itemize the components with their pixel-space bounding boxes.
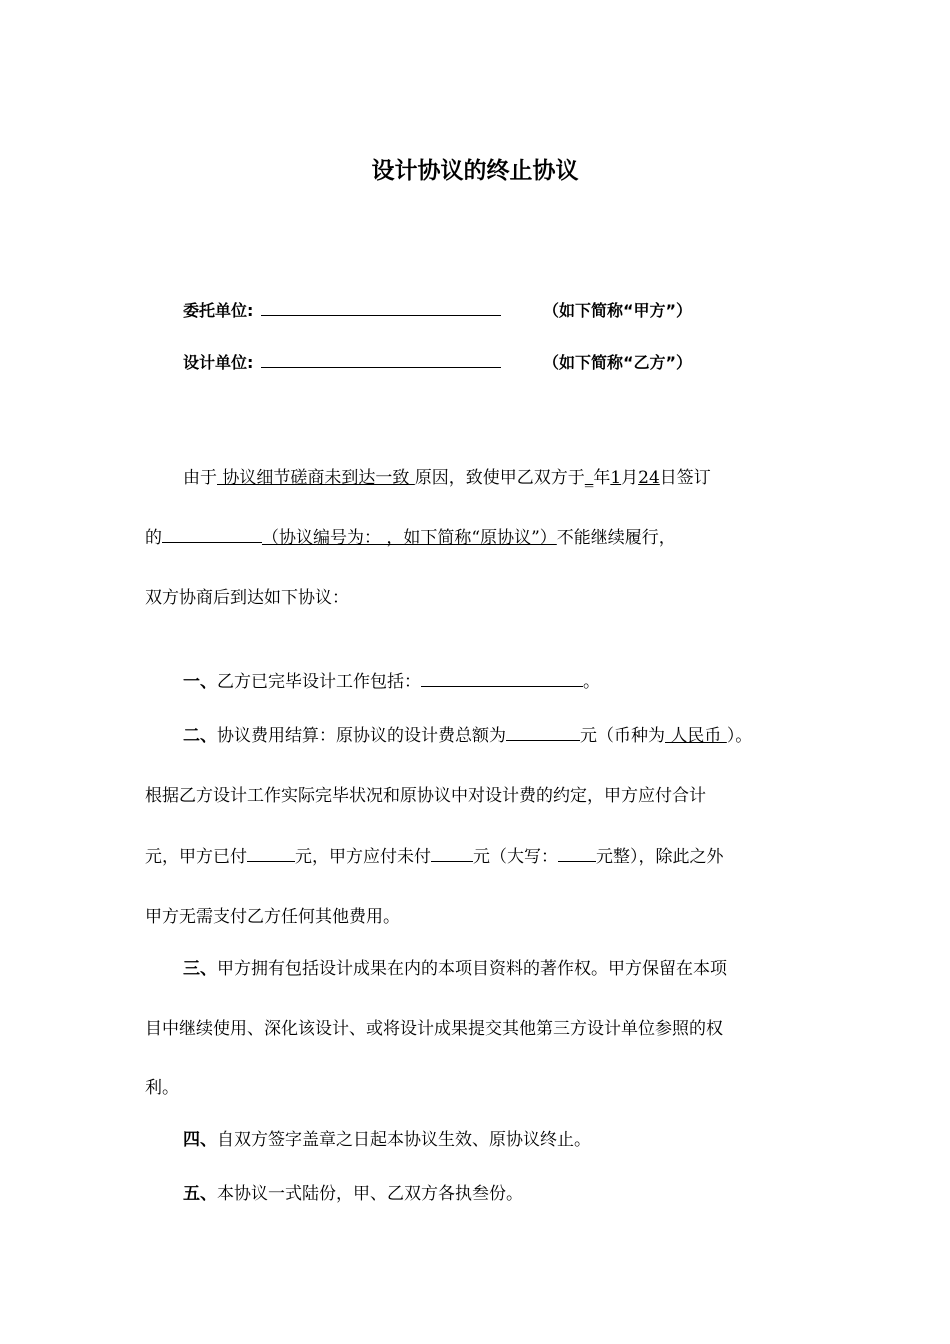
intro-line-1: [183, 463, 711, 488]
currency-value: 人民币: [665, 726, 727, 746]
clause-3-number: 三、: [183, 959, 217, 979]
clause-3-text: 甲方拥有包括设计成果在内的本项目资料的著作权。甲方保留在本项: [217, 959, 727, 979]
clause-1-end: 。: [583, 672, 600, 692]
year-label: 年: [593, 468, 611, 488]
clause-4-text: 自双方签字盖章之日起本协议生效、原协议终止。: [217, 1130, 591, 1150]
clause-2-line-2: 根据乙方设计工作实际完毕状况和原协议中对设计费的约定，甲方应付合计: [145, 786, 706, 806]
clause-2-text: 元（币种为: [580, 726, 665, 746]
agreement-number-note: （协议编号为： ，如下简称“原协议”）: [262, 528, 557, 548]
clause-1-text: 乙方已完毕设计工作包括：: [217, 672, 421, 692]
intro-text: 的: [145, 528, 162, 548]
clause-2-text: 元，甲方已付: [145, 847, 247, 867]
paid-blank: [247, 847, 295, 862]
agreement-name-blank: [162, 528, 262, 543]
clause-5-number: 五、: [183, 1184, 217, 1204]
completed-work-blank: [421, 672, 583, 687]
clause-1: [183, 667, 600, 692]
document-title: 设计协议的终止协议: [371, 158, 579, 184]
year-blank: _: [584, 468, 594, 488]
client-name-blank[interactable]: [261, 301, 501, 316]
clause-1-number: 一、: [183, 672, 217, 692]
client-note: （如下简称“甲方”）: [543, 301, 693, 320]
month-label: 月: [621, 468, 639, 488]
intro-text: 由于: [183, 468, 217, 488]
designer-note: （如下简称“乙方”）: [543, 353, 693, 372]
month-value: 1: [610, 468, 622, 488]
intro-text: 不能继续履行，: [556, 528, 676, 548]
client-row: [183, 298, 693, 321]
clause-2-text: 协议费用结算：原协议的设计费总额为: [217, 726, 506, 746]
intro-line-3: 双方协商后到达如下协议：: [145, 588, 349, 608]
clause-3-line-3: 利。: [145, 1078, 179, 1098]
unpaid-blank: [431, 847, 473, 862]
client-label: 委托单位:: [183, 301, 254, 320]
clause-2-text: 元，甲方应付未付: [295, 847, 431, 867]
clause-2-text: 元（大写：: [473, 847, 558, 867]
designer-label: 设计单位:: [183, 353, 254, 372]
clause-2-line-3: [145, 842, 724, 867]
termination-reason: 协议细节磋商未到达一致: [217, 468, 415, 488]
clause-4-number: 四、: [183, 1130, 217, 1150]
day-sign-label: 日签订: [659, 468, 711, 488]
clause-2-line-1: [183, 721, 752, 746]
clause-3-line-1: [183, 954, 727, 979]
clause-2-number: 二、: [183, 726, 217, 746]
clause-2-line-4: 甲方无需支付乙方任何其他费用。: [145, 907, 400, 927]
clause-3-line-2: 目中继续使用、深化该设计、或将设计成果提交其他第三方设计单位参照的权: [145, 1019, 723, 1039]
designer-row: [183, 350, 693, 373]
clause-2-text: ）。: [726, 726, 753, 746]
clause-2-text: 元整），除此之外: [596, 847, 724, 867]
clause-5: [183, 1179, 523, 1204]
clause-4: [183, 1125, 591, 1150]
intro-line-2: [145, 523, 676, 548]
day-value: 24: [638, 468, 660, 488]
clause-5-text: 本协议一式陆份，甲、乙双方各执叁份。: [217, 1184, 523, 1204]
total-fee-blank: [506, 726, 580, 741]
uppercase-amount-blank: [558, 847, 596, 862]
designer-name-blank[interactable]: [261, 353, 501, 368]
intro-text: 原因，致使甲乙双方于: [414, 468, 585, 488]
